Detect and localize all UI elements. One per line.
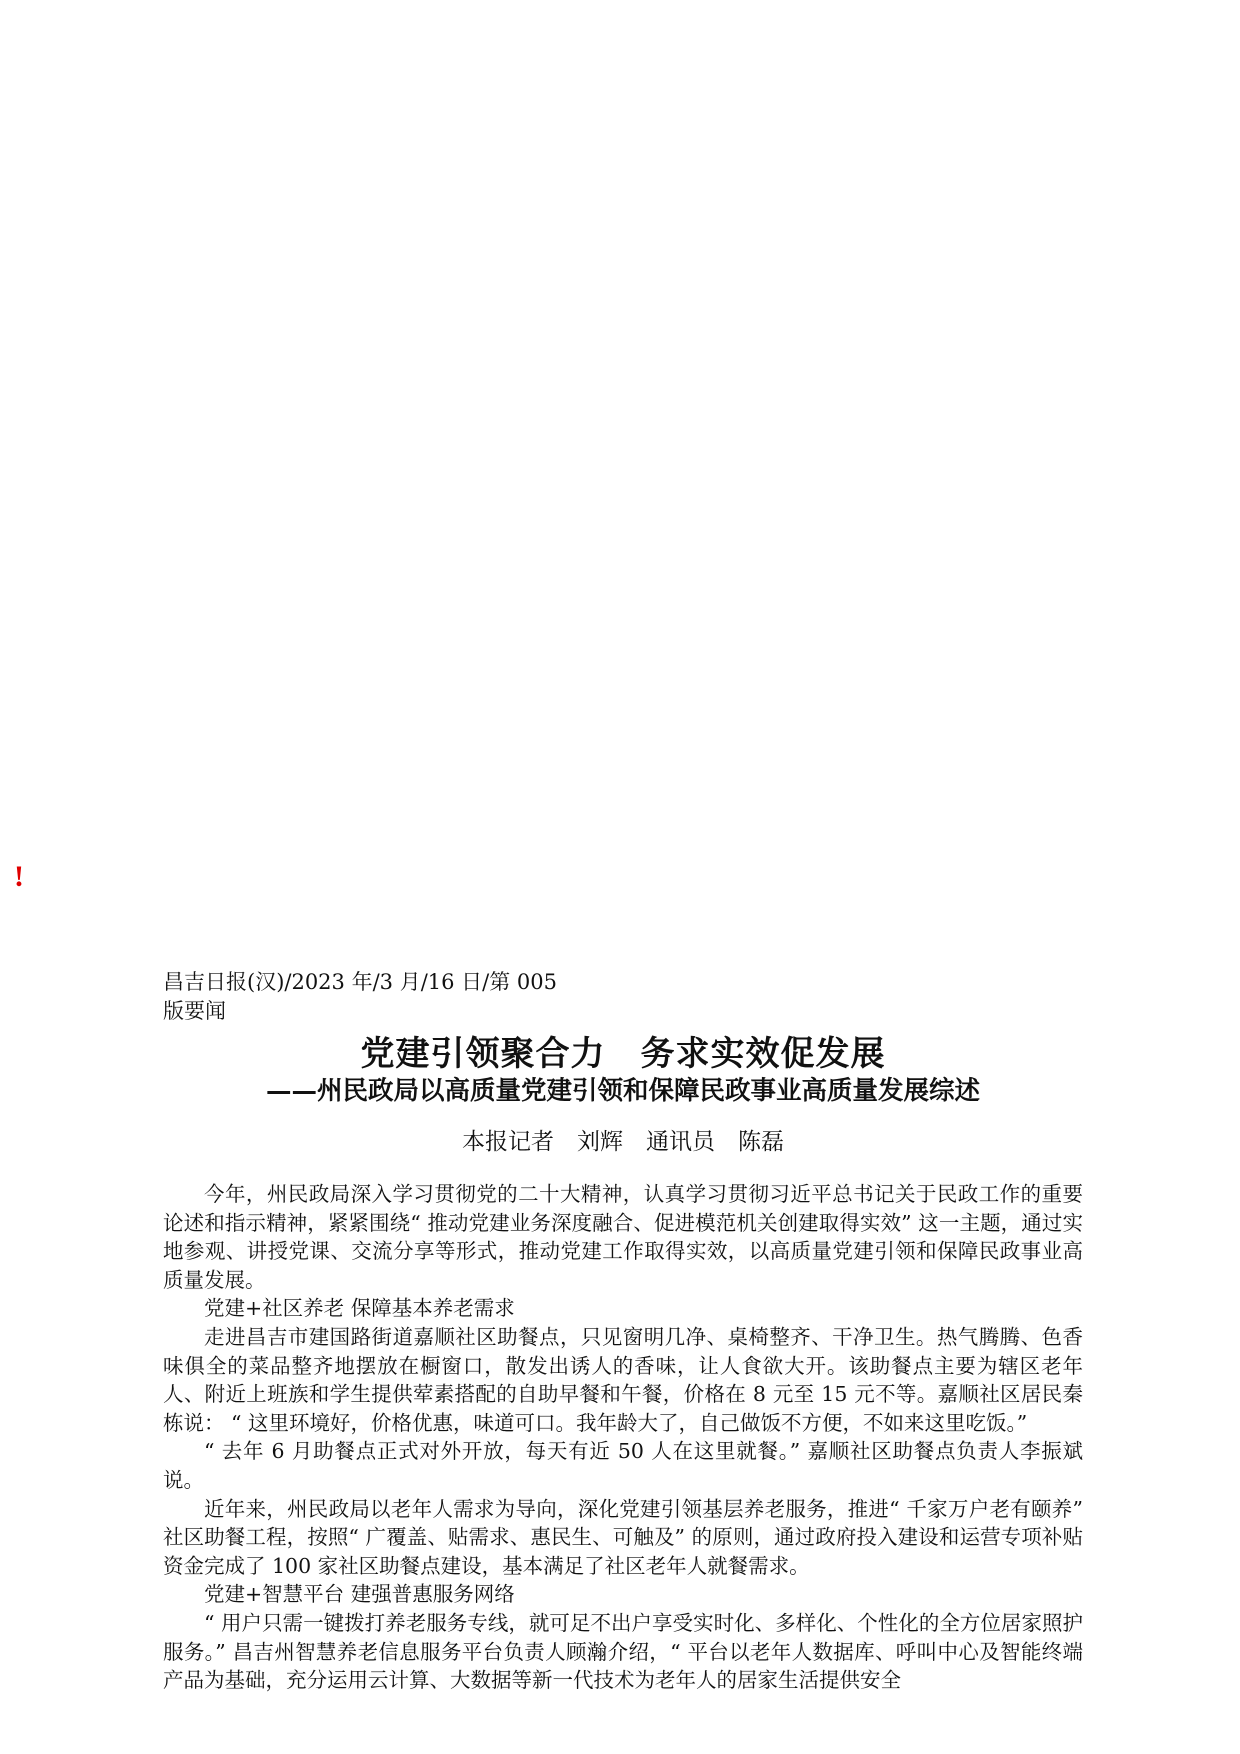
article-page: [163, 968, 1083, 1695]
source-line: 昌吉日报(汉)/2023 年/3 月/16 日/第 005: [163, 970, 557, 994]
byline: 本报记者 刘辉 通讯员 陈磊: [462, 1129, 784, 1155]
paragraph: “ 去年 6 月助餐点正式对外开放，每天有近 50 人在这里就餐。” 嘉顺社区助餐点负责人李振斌说。: [163, 1439, 1083, 1492]
red-alert-mark: !: [14, 860, 24, 893]
paragraph: 走进昌吉市建国路街道嘉顺社区助餐点，只见窗明几净、桌椅整齐、干净卫生。热气腾腾、色香味俱全的菜品整齐地摆放在橱窗口，散发出诱人的香味，让人食欲大开。该助餐点主要为辖区老年人、附近上班族和学生提供荤素搭配的自助早餐和午餐，价格在 8 元至 15 元不等。嘉顺社区居民秦栋说： “ 这里环境好，价格优惠，味道可口。我年龄大了，自己做饭不方便，不如来这里吃饭。”: [163, 1324, 1083, 1435]
article-subtitle: ——州民政局以高质量党建引领和保障民政事业高质量发展综述: [265, 1076, 980, 1106]
paragraph: 今年，州民政局深入学习贯彻党的二十大精神，认真学习贯彻习近平总书记关于民政工作的重要论述和指示精神，紧紧围绕“ 推动党建业务深度融合、促进模范机关创建取得实效” 这一主题，通过实地参观、讲授党课、交流分享等形式，推动党建工作取得实效，以高质量党建引领和保障民政事业高质量发展。: [163, 1182, 1083, 1292]
article-body: [163, 1180, 1083, 1695]
paragraph: “ 用户只需一键拨打养老服务专线，就可足不出户享受实时化、多样化、个性化的全方位居家照护服务。” 昌吉州智慧养老信息服务平台负责人顾瀚介绍，“ 平台以老年人数据库、呼叫中心及智能终端产品为基础，充分运用云计算、大数据等新一代技术为老年人的居家生活提供安全: [163, 1610, 1083, 1693]
section-heading: 党建+智慧平台 建强普惠服务网络: [204, 1582, 515, 1607]
section-heading: 党建+社区养老 保障基本养老需求: [204, 1296, 515, 1321]
section-line: 版要闻: [163, 999, 226, 1023]
paragraph: 近年来，州民政局以老年人需求为导向，深化党建引领基层养老服务，推进“ 千家万户老有颐养” 社区助餐工程，按照“ 广覆盖、贴需求、惠民生、可触及” 的原则，通过政府投入建设和运营专项补贴资金完成了 100 家社区助餐点建设，基本满足了社区老年人就餐需求。: [163, 1496, 1083, 1578]
article-title: 党建引领聚合力 务求实效促发展: [360, 1034, 886, 1074]
